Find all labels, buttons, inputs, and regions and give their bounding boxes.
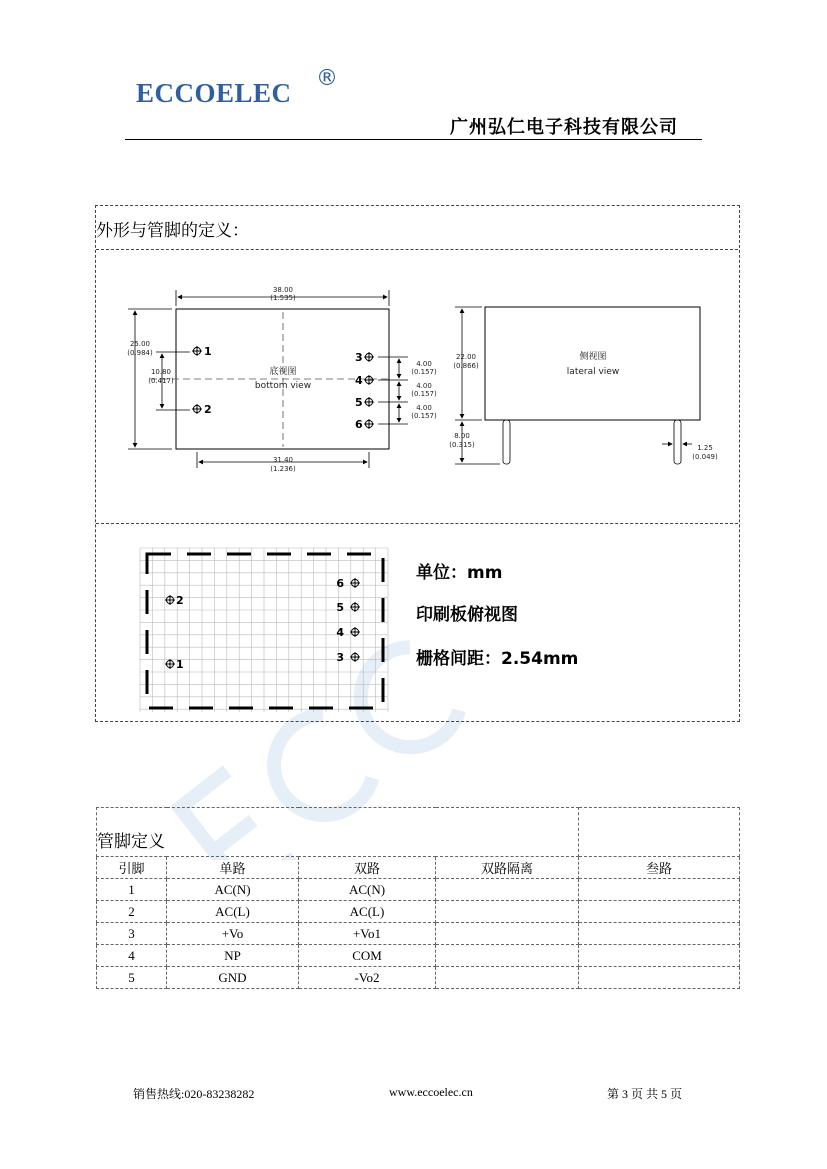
dim-side-height: 22.00 xyxy=(455,353,477,361)
table-row xyxy=(97,901,740,923)
table-cell xyxy=(579,879,740,901)
pin-6-marker xyxy=(364,419,374,429)
table-cell: -Vo2 xyxy=(299,967,436,989)
table-cell: AC(N) xyxy=(167,879,299,901)
dim-pitch-in: (0.157) xyxy=(411,390,437,398)
table-cell: 1 xyxy=(97,879,167,901)
dim-pin-offset-in: (1.236) xyxy=(270,465,296,473)
pcb-pin-label: 4 xyxy=(336,626,344,639)
pcb-pin-3-marker xyxy=(350,652,360,662)
column-header: 叁路 xyxy=(579,857,740,879)
registered-mark: ® xyxy=(316,66,338,91)
dim-height: 25.00 xyxy=(129,340,151,348)
table-cell xyxy=(436,923,579,945)
dim-pin-length: 8.00 xyxy=(454,432,470,440)
side-view-label-en: lateral view xyxy=(566,367,620,377)
pcb-pin-label: 5 xyxy=(336,601,344,614)
table-cell xyxy=(579,901,740,923)
dim-pitch-in: (0.157) xyxy=(411,412,437,420)
pcb-pin-label: 6 xyxy=(336,577,344,590)
pcb-view-label: 印刷板俯视图 xyxy=(416,605,518,625)
table-cell xyxy=(579,923,740,945)
table-cell xyxy=(436,967,579,989)
table-row xyxy=(97,879,740,901)
pin-label: 4 xyxy=(355,374,363,387)
pin-label: 5 xyxy=(355,396,363,409)
table-cell xyxy=(579,967,740,989)
table-title: 管脚定义 xyxy=(97,808,579,857)
column-header: 双路 xyxy=(299,857,436,879)
dim-side-height-in: (0.866) xyxy=(453,362,479,370)
sales-hotline: 销售热线:020-83238282 xyxy=(133,1087,255,1101)
dim-pitch: 4.00 xyxy=(416,404,432,412)
pcb-pin-4-marker xyxy=(350,627,360,637)
table-cell: AC(L) xyxy=(167,901,299,923)
pin-label: 3 xyxy=(355,351,363,364)
pin-label: 1 xyxy=(204,345,212,358)
dim-pin-offset: 31.40 xyxy=(272,456,294,464)
table-cell xyxy=(579,808,740,857)
pcb-pin-2-marker xyxy=(165,595,175,605)
pcb-pin-label: 3 xyxy=(336,651,344,664)
table-cell: COM xyxy=(299,945,436,967)
table-cell: +Vo1 xyxy=(299,923,436,945)
pcb-pin-1-marker xyxy=(165,659,175,669)
dim-pin-length-in: (0.315) xyxy=(449,441,475,449)
pin-5-marker xyxy=(364,397,374,407)
dim-pin-dia-in: (0.049) xyxy=(692,453,718,461)
table-cell: 4 xyxy=(97,945,167,967)
table-cell: AC(N) xyxy=(299,879,436,901)
table-cell: 5 xyxy=(97,967,167,989)
table-cell: 2 xyxy=(97,901,167,923)
dim-width: 38.00 xyxy=(272,286,294,294)
pin-3-marker xyxy=(364,352,374,362)
unit-label: 单位：mm xyxy=(416,563,503,583)
table-cell: +Vo xyxy=(167,923,299,945)
grid-spacing-label: 栅格间距：2.54mm xyxy=(416,649,579,669)
table-cell: GND xyxy=(167,967,299,989)
pcb-pin-6-marker xyxy=(350,578,360,588)
bottom-view-label-en: bottom view xyxy=(254,381,312,391)
table-row xyxy=(97,923,740,945)
header-divider xyxy=(125,139,702,140)
column-header: 单路 xyxy=(167,857,299,879)
pin-4-marker xyxy=(364,375,374,385)
column-header: 双路隔离 xyxy=(436,857,579,879)
table-cell xyxy=(436,901,579,923)
dim-pin-span: 10.80 xyxy=(150,368,172,376)
company-name: 广州弘仁电子科技有限公司 xyxy=(450,117,678,138)
pcb-pin-label: 2 xyxy=(176,594,184,607)
dim-pitch-in: (0.157) xyxy=(411,368,437,376)
pin-2-marker xyxy=(192,404,202,414)
table-cell xyxy=(579,945,740,967)
table-cell: NP xyxy=(167,945,299,967)
dim-pitch: 4.00 xyxy=(416,382,432,390)
page-number: 第 3 页 共 5 页 xyxy=(607,1087,683,1101)
dimension-drawing xyxy=(96,250,738,522)
table-row xyxy=(97,967,740,989)
dim-pin-dia: 1.25 xyxy=(697,444,713,452)
dim-pitch: 4.00 xyxy=(416,360,432,368)
table-header-row xyxy=(97,857,740,879)
pin-1-marker xyxy=(192,346,202,356)
website-link[interactable]: www.eccoelec.cn xyxy=(389,1085,473,1099)
pcb-pin-label: 1 xyxy=(176,658,184,671)
pcb-pin-5-marker xyxy=(350,602,360,612)
pin-label: 2 xyxy=(204,403,212,416)
table-cell: AC(L) xyxy=(299,901,436,923)
table-cell: 3 xyxy=(97,923,167,945)
dim-height-in: (0.984) xyxy=(127,349,153,357)
table-row xyxy=(97,945,740,967)
dim-pin-span-in: (0.417) xyxy=(148,377,174,385)
table-cell xyxy=(436,945,579,967)
section-title: 外形与管脚的定义： xyxy=(96,221,249,241)
pin-definition-table xyxy=(96,807,740,989)
column-header: 引脚 xyxy=(97,857,167,879)
bottom-view-label-cn: 底视图 xyxy=(269,367,297,377)
table-cell xyxy=(436,879,579,901)
dim-width-in: (1.535) xyxy=(270,294,296,302)
company-logo: ECCOELEC xyxy=(136,78,292,108)
pin-label: 6 xyxy=(355,418,363,431)
side-view-label-cn: 侧视图 xyxy=(579,352,607,362)
